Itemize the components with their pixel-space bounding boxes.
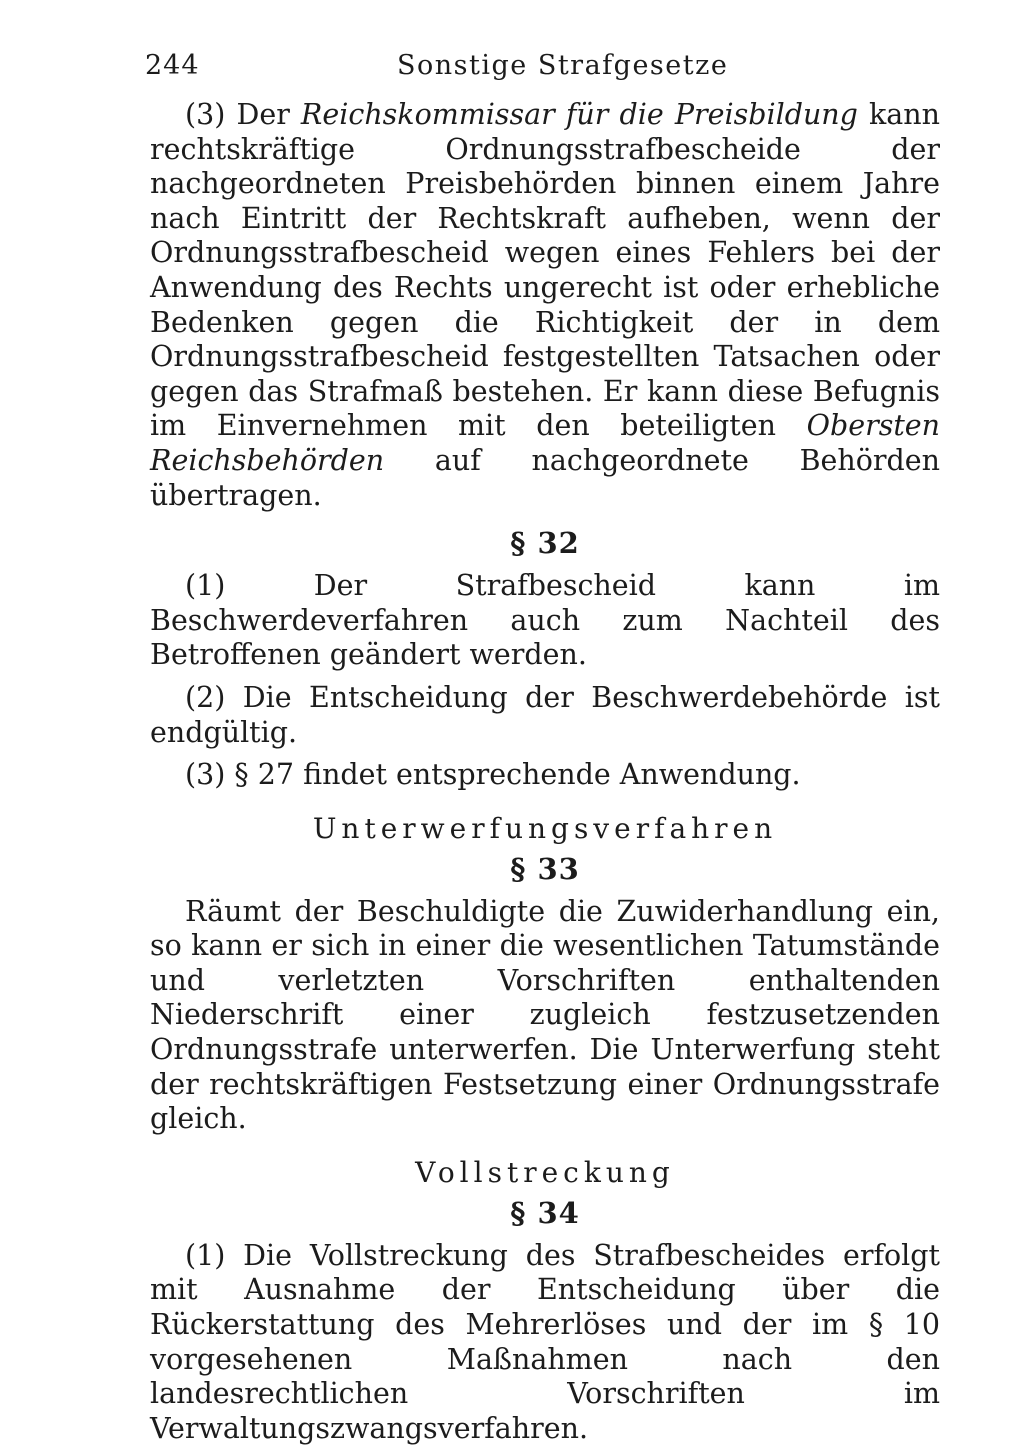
running-title: Sonstige Strafgesetze — [397, 50, 729, 81]
paragraph-31-3 — [150, 98, 940, 513]
section-33-mark: § 33 — [510, 851, 580, 886]
paragraph-31-3-middle: kann rechtskräftige Ordnungsstrafbescheide der nachgeordneten Preisbehörden binnen einem Jahre nach Eintritt der Rechtskraft aufheben, wenn der Ordnungsstrafbescheid wegen eines Fehlers bei der Anwendung des Rechts ungerecht ist oder erhebliche Bedenken gegen die Richtigkeit der in dem Ordnungsstrafbescheid festgestellten Tatsachen oder gegen das Strafmaß bestehen. Er kann diese Befugnis im Einvernehmen mit den beteiligten — [150, 98, 940, 443]
paragraph-31-3-end: auf nachgeordnete Behörden übertragen. — [150, 443, 940, 512]
running-header — [145, 50, 940, 98]
section-33-paragraph-1: Räumt der Beschuldigte die Zuwiderhandlung ein, so kann er sich in einer die wesentlichen Tatumstände und verletzten Vorschriften enthaltenden Niederschrift einer zugleich festzusetzenden Ordnungsstrafe unterwerfen. Die Unterwerfung steht der rechtskräftigen Festsetzung einer Ordnungsstrafe gleich. — [150, 894, 940, 1136]
section-32-paragraph-3: (3) § 27 findet entsprechende Anwendung. — [185, 758, 801, 792]
section-32-mark: § 32 — [510, 526, 580, 561]
section-34-mark: § 34 — [510, 1195, 580, 1230]
page-content — [145, 50, 940, 1446]
section-34-heading: Vollstreckung — [415, 1155, 675, 1189]
section-32-paragraph-2: (2) Die Entscheidung der Beschwerdebehörde ist endgültig. — [150, 680, 940, 749]
emphasis-oberste-reichsbehoerden: Obersten Reichsbehörden — [150, 409, 940, 477]
section-32-paragraph-1: (1) Der Strafbescheid kann im Beschwerdeverfahren auch zum Nachteil des Betroffenen geändert werden. — [150, 569, 940, 672]
page-number: 244 — [145, 50, 200, 81]
emphasis-reichskommissar: Reichskommissar für die Preisbildung — [300, 98, 858, 131]
section-33-heading: Unterwerfungsverfahren — [312, 811, 778, 845]
section-34-paragraph-1: (1) Die Vollstreckung des Strafbescheides erfolgt mit Ausnahme der Entscheidung über die Rückerstattung des Mehrerlöses und der im § 10 vorgesehenen Maßnahmen nach den landesrechtlichen Vorschriften im Verwaltungszwangsverfahren. — [150, 1238, 940, 1445]
paragraph-31-3-start: (3) Der — [185, 98, 301, 131]
